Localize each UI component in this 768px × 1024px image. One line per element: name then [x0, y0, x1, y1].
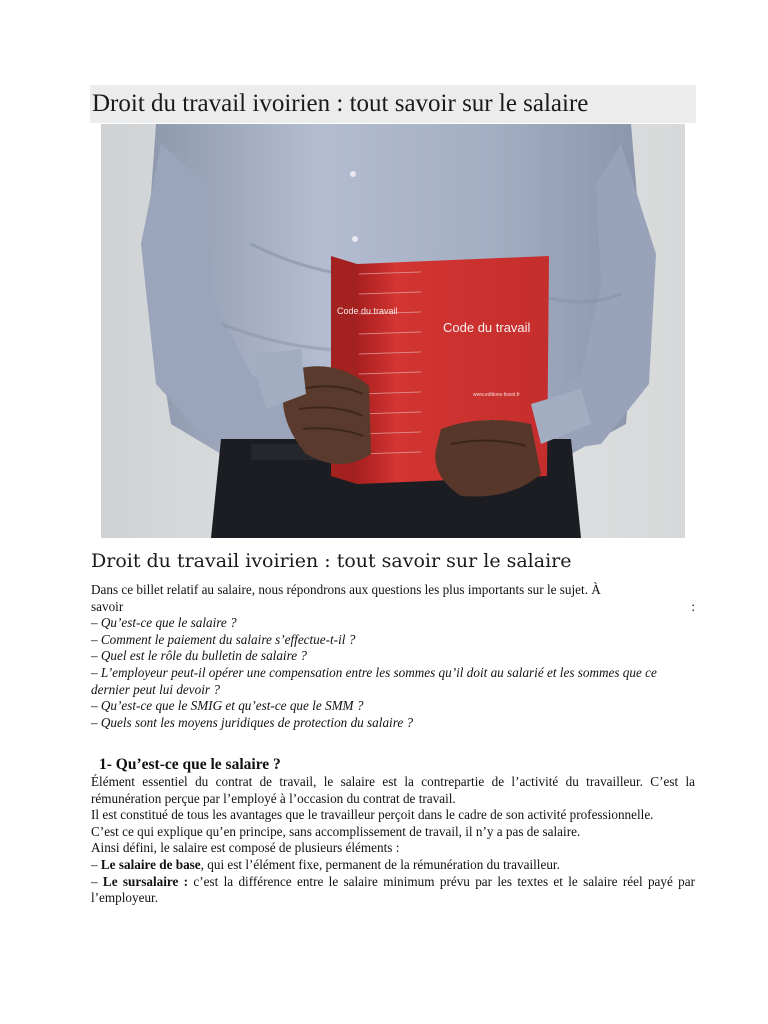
- question-list: [91, 615, 695, 731]
- paragraph: Il est constitué de tous les avantages que le travailleur perçoit dans le cadre de son activité professionnelle.: [91, 807, 654, 823]
- intro-colon: :: [691, 598, 695, 614]
- book-cover-title: Code du travail: [443, 320, 531, 335]
- article-subtitle: Droit du travail ivoirien : tout savoir sur le salaire: [91, 550, 572, 572]
- paragraph: Élément essentiel du contrat de travail, le salaire est la contrepartie de l’activité du travailleur. C’est la rémunération perçue par l’employé à l’occasion du contrat de travail.: [91, 774, 695, 806]
- title-band: [90, 85, 696, 123]
- book-site-text: www.editions-tissot.fr: [473, 392, 520, 398]
- definition-text: c’est la différence entre le salaire minimum prévu par les textes et le salaire réel payé par l’employeur.: [91, 873, 695, 906]
- book-spine-label: Code du travail: [337, 306, 398, 316]
- question-item: – Qu’est-ce que le SMIG et qu’est-ce que le SMM ?: [91, 698, 364, 714]
- term-salaire-de-base: Le salaire de base: [100, 856, 201, 872]
- intro-savoir: savoir: [91, 598, 124, 614]
- question-item: – Qu’est-ce que le salaire ?: [91, 615, 237, 631]
- intro-line-1: Dans ce billet relatif au salaire, nous répondrons aux questions les plus importants sur le sujet. À: [91, 582, 601, 597]
- question-item: – Comment le paiement du salaire s’effectue-t-il ?: [91, 631, 356, 647]
- man-holding-labor-code-book-image: [101, 124, 685, 538]
- dash: –: [91, 873, 103, 889]
- section-1-heading: 1- Qu’est-ce que le salaire ?: [99, 756, 281, 773]
- paragraph: Ainsi défini, le salaire est composé de plusieurs éléments :: [91, 840, 400, 856]
- article-photo: [101, 124, 685, 538]
- question-item: – Quels sont les moyens juridiques de protection du salaire ?: [91, 714, 414, 730]
- definition-text: , qui est l’élément fixe, permanent de la rémunération du travailleur.: [200, 856, 560, 872]
- term-sursalaire: Le sursalaire :: [102, 873, 189, 889]
- intro-text: [91, 582, 695, 615]
- section-1-body: [91, 774, 695, 907]
- question-item: – L’employeur peut-il opérer une compensation entre les sommes qu’il doit au salarié et les sommes que ce dernier peut lui devoir ?: [91, 664, 657, 697]
- page-title: Droit du travail ivoirien : tout savoir sur le salaire: [92, 90, 589, 117]
- salary-component-sursalaire: [91, 874, 695, 907]
- question-item: – Quel est le rôle du bulletin de salaire ?: [91, 648, 307, 664]
- intro-line-2: [91, 599, 695, 616]
- dash: –: [91, 856, 101, 872]
- paragraph: C’est ce qui explique qu’en principe, sans accomplissement de travail, il n’y a pas de salaire.: [91, 823, 581, 839]
- salary-component-base: [91, 857, 695, 874]
- intro-section: [91, 582, 695, 731]
